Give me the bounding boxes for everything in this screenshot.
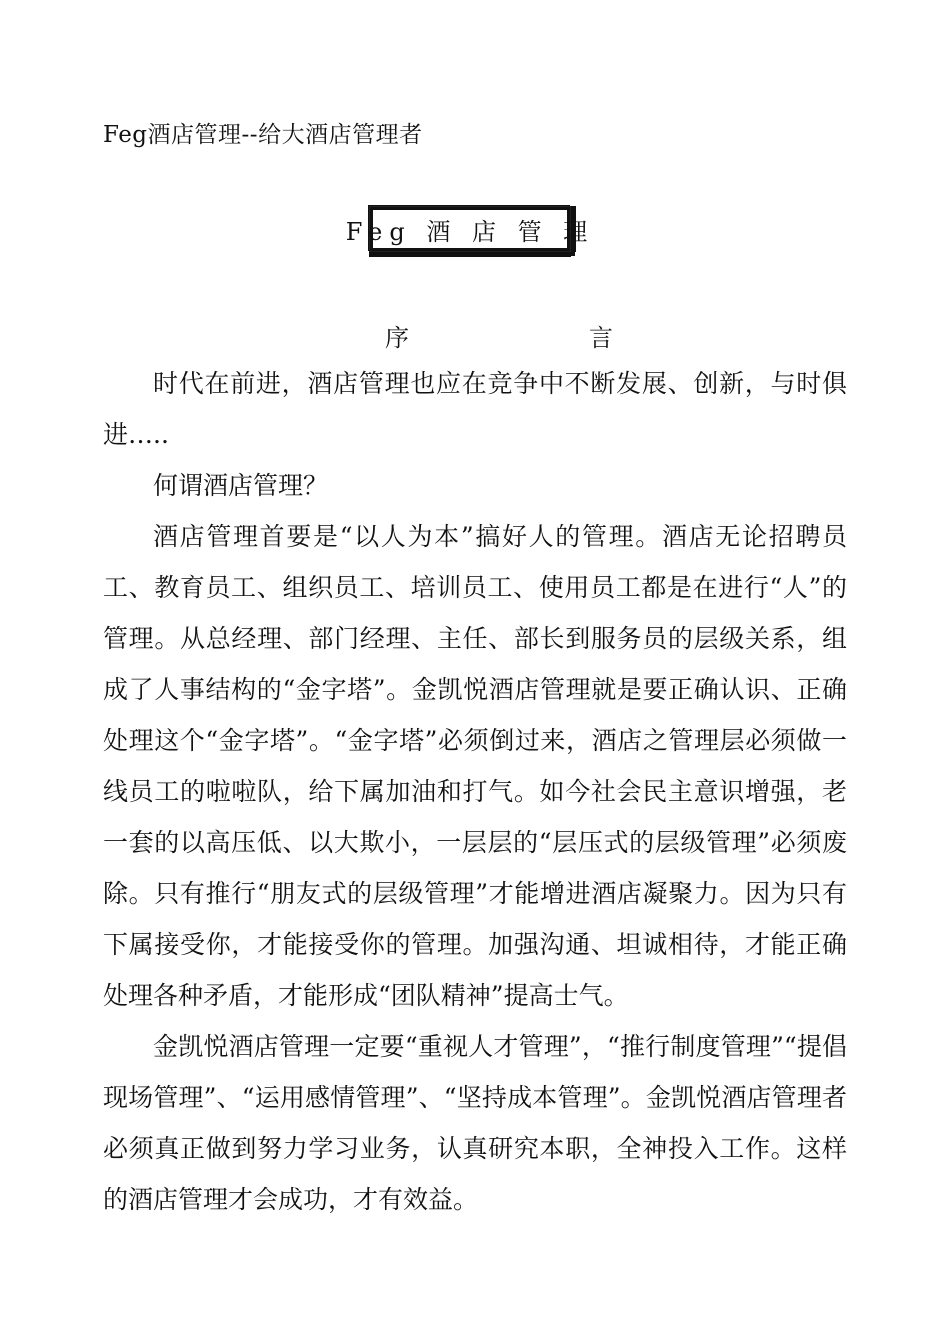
preface-heading-left: 序 bbox=[385, 324, 409, 352]
preface-heading-right: 言 bbox=[589, 324, 613, 352]
title-box bbox=[345, 206, 595, 252]
body-text bbox=[103, 358, 847, 1225]
title-box-text: Feg 酒 店 管 理 bbox=[345, 217, 595, 246]
paragraph: 酒店管理首要是“以人为本”搞好人的管理。酒店无论招聘员工、教育员工、组织员工、培训员工、使用员工都是在进行“人”的管理。从总经理、部门经理、主任、部长到服务员的层级关系，组成了人事结构的“金字塔”。金凯悦酒店管理就是要正确认识、正确处理这个“金字塔”。“金字塔”必须倒过来，酒店之管理层必须做一线员工的啦啦队，给下属加油和打气。如今社会民主意识增强，老一套的以高压低、以大欺小，一层层的“层压式的层级管理”必须废除。只有推行“朋友式的层级管理”才能增进酒店凝聚力。因为只有下属接受你，才能接受你的管理。加强沟通、坦诚相待，才能正确处理各种矛盾，才能形成“团队精神”提高士气。 bbox=[103, 522, 847, 1010]
document-header-line: Feg酒店管理--给大酒店管理者 bbox=[103, 122, 423, 148]
paragraph: 金凯悦酒店管理一定要“重视人才管理”，“推行制度管理”“提倡现场管理”、“运用感情管理”、“坚持成本管理”。金凯悦酒店管理者必须真正做到努力学习业务，认真研究本职，全神投入工作。这样的酒店管理才会成功，才有效益。 bbox=[103, 1032, 847, 1214]
paragraph: 时代在前进，酒店管理也应在竞争中不断发展、创新，与时俱进….. bbox=[103, 369, 847, 449]
paragraph: 何谓酒店管理？ bbox=[153, 471, 329, 500]
